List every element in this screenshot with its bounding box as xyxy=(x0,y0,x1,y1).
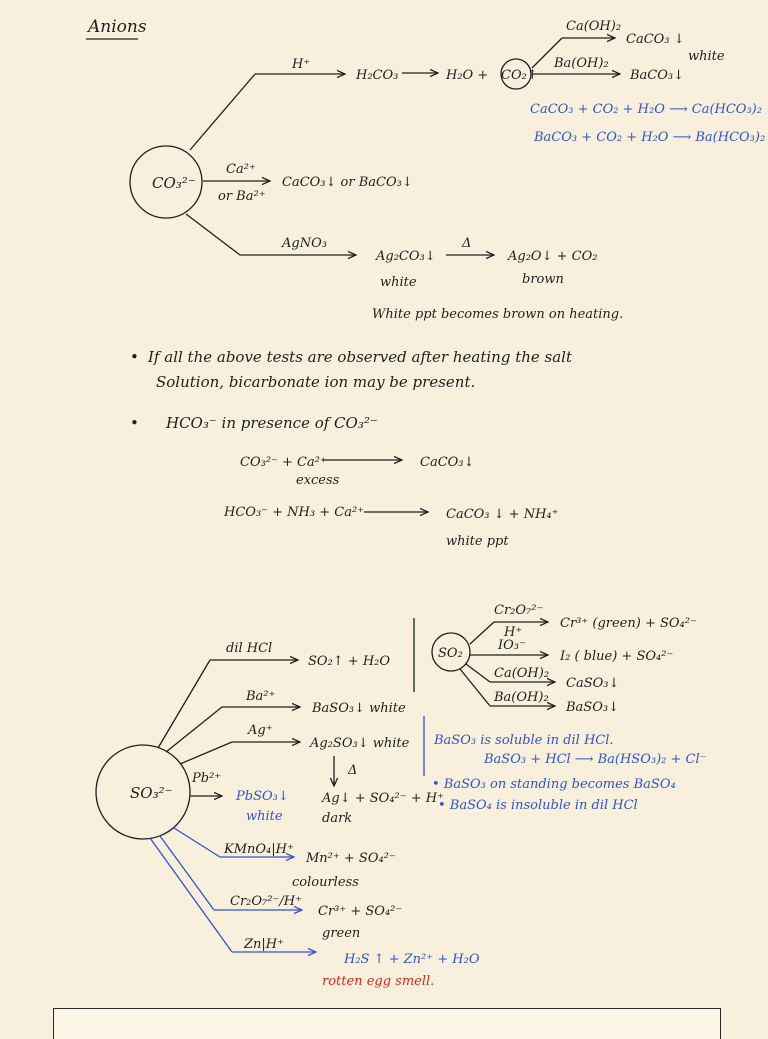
blue-note-3: • BaSO₃ on standing becomes BaSO₄ xyxy=(432,777,676,792)
so2-io3-reagent: IO₃⁻ xyxy=(498,638,526,653)
baoh-reagent: Ba(OH)₂ xyxy=(554,56,609,71)
carbonate-h-reagent: H⁺ xyxy=(292,57,311,72)
carbonate-branch1-line xyxy=(190,74,255,150)
caco3-white-label: white xyxy=(688,49,725,64)
ag2co3-white: white xyxy=(380,275,417,290)
bullet2-text: HCO₃⁻ in presence of CO₃²⁻ xyxy=(166,414,378,432)
cr-product: Cr³⁺ + SO₄²⁻ xyxy=(318,904,403,919)
so2-caoh-reagent: Ca(OH)₂ xyxy=(494,666,550,681)
dil-hcl-line xyxy=(158,660,210,748)
dil-hcl-product: SO₂↑ + H₂O xyxy=(308,654,391,669)
blue-note-2: BaSO₃ + HCl ⟶ Ba(HSO₃)₂ + Cl⁻ xyxy=(484,752,707,767)
ag-dark-label: dark xyxy=(322,811,353,826)
ag-decomp-product: Ag↓ + SO₄²⁻ + H⁺ xyxy=(322,791,444,806)
ag-line xyxy=(180,742,232,764)
agno3-reagent: AgNO₃ xyxy=(282,236,327,251)
kmno4-colourless: colourless xyxy=(292,875,359,890)
ca-reagent: Ca²⁺ xyxy=(226,162,256,177)
kmno4-line xyxy=(174,828,220,857)
ag2co3-product: Ag₂CO₃↓ xyxy=(376,249,436,264)
kmno4-product: Mn²⁺ + SO₄²⁻ xyxy=(306,851,396,866)
cr-line xyxy=(160,836,214,910)
blue-note-baco3: BaCO₃ + CO₂ + H₂O ⟶ Ba(HCO₃)₂ xyxy=(534,130,766,145)
blue-note-caco3: CaCO₃ + CO₂ + H₂O ⟶ Ca(HCO₃)₂ xyxy=(530,102,762,117)
cr-reagent: Cr₂O₇²⁻/H⁺ xyxy=(230,894,302,909)
bullet-dot-1: • xyxy=(130,348,139,366)
so2-baoh-reagent: Ba(OH)₂ xyxy=(494,690,549,705)
eq2-left: HCO₃⁻ + NH₃ + Ca²⁺ xyxy=(224,505,365,520)
so2-cr-product: Cr³⁺ (green) + SO₄²⁻ xyxy=(560,616,697,631)
caco3-or-baco3: CaCO₃↓ or BaCO₃↓ xyxy=(282,175,413,190)
eq1-left: CO₃²⁻ + Ca²⁺ xyxy=(240,455,327,470)
carbonate-h2co3: H₂CO₃ xyxy=(356,68,399,83)
so2-baoh-line xyxy=(460,669,490,706)
page-title: Anions xyxy=(88,17,147,37)
so2-io3-product: I₂ ( blue) + SO₄²⁻ xyxy=(560,649,674,664)
ag-heat: Δ xyxy=(348,763,358,778)
blue-note-4: • BaSO₄ is insoluble in dil HCl xyxy=(438,798,638,813)
ba-so3-product: BaSO₃↓ white xyxy=(312,701,406,716)
zn-line xyxy=(150,838,232,952)
zn-product: H₂S ↑ + Zn²⁺ + H₂O xyxy=(344,952,480,967)
so2-caoh-line xyxy=(466,664,490,682)
bullet-dot-2: • xyxy=(130,414,139,432)
eq2-white-ppt: white ppt xyxy=(446,534,509,549)
pb-product: PbSO₃↓ xyxy=(236,789,289,804)
ag2o-brown: brown xyxy=(522,272,564,287)
ba-reagent-so3: Ba²⁺ xyxy=(246,689,276,704)
kmno4-reagent: KMnO₄|H⁺ xyxy=(224,842,294,857)
eq1-excess: excess xyxy=(296,473,340,488)
bullet1-line2: Solution, bicarbonate ion may be present. xyxy=(156,373,476,391)
cr-green-label: green xyxy=(322,926,361,941)
carbonate-h2o: H₂O + xyxy=(446,68,489,83)
zn-reagent: Zn|H⁺ xyxy=(244,937,284,952)
ba-line xyxy=(166,707,222,752)
eq2-right: CaCO₃ ↓ + NH₄⁺ xyxy=(446,507,559,522)
dil-hcl-reagent: dil HCl xyxy=(226,641,273,656)
pb-reagent: Pb²⁺ xyxy=(192,771,222,786)
ag-reagent-so3: Ag⁺ xyxy=(248,723,273,738)
so2-h-reagent: H⁺ xyxy=(504,625,523,640)
pb-white-label: white xyxy=(246,809,283,824)
ba-reagent: or Ba²⁺ xyxy=(218,189,266,204)
heat-symbol: Δ xyxy=(462,236,472,251)
caco3-product: CaCO₃ ↓ xyxy=(626,32,685,47)
blue-note-1: BaSO₃ is soluble in dil HCl. xyxy=(434,733,614,748)
so2-cr-line xyxy=(470,622,494,644)
so2-cr-reagent: Cr₂O₇²⁻ xyxy=(494,603,544,618)
zn-rotten-egg: rotten egg smell. xyxy=(322,974,435,989)
white-becomes-brown-note: White ppt becomes brown on heating. xyxy=(372,307,624,322)
eq1-right: CaCO₃↓ xyxy=(420,455,475,470)
so2-caoh-product: CaSO₃↓ xyxy=(566,676,620,691)
sulphite-ion: SO₃²⁻ xyxy=(130,784,173,802)
carbonate-ion: CO₃²⁻ xyxy=(152,174,196,192)
so2-baoh-product: BaSO₃↓ xyxy=(566,700,619,715)
baco3-product: BaCO₃↓ xyxy=(630,68,685,83)
ag-so3-product: Ag₂SO₃↓ white xyxy=(310,736,410,751)
bullet1-line1: If all the above tests are observed after heating the salt xyxy=(148,348,573,366)
co2-gas: CO₂↑ xyxy=(501,68,538,83)
so2-ion: SO₂ xyxy=(438,646,463,661)
carbonate-branch3-line xyxy=(186,214,240,255)
ag2o-product: Ag₂O↓ + CO₂ xyxy=(508,249,598,264)
caoh-reagent: Ca(OH)₂ xyxy=(566,19,622,34)
